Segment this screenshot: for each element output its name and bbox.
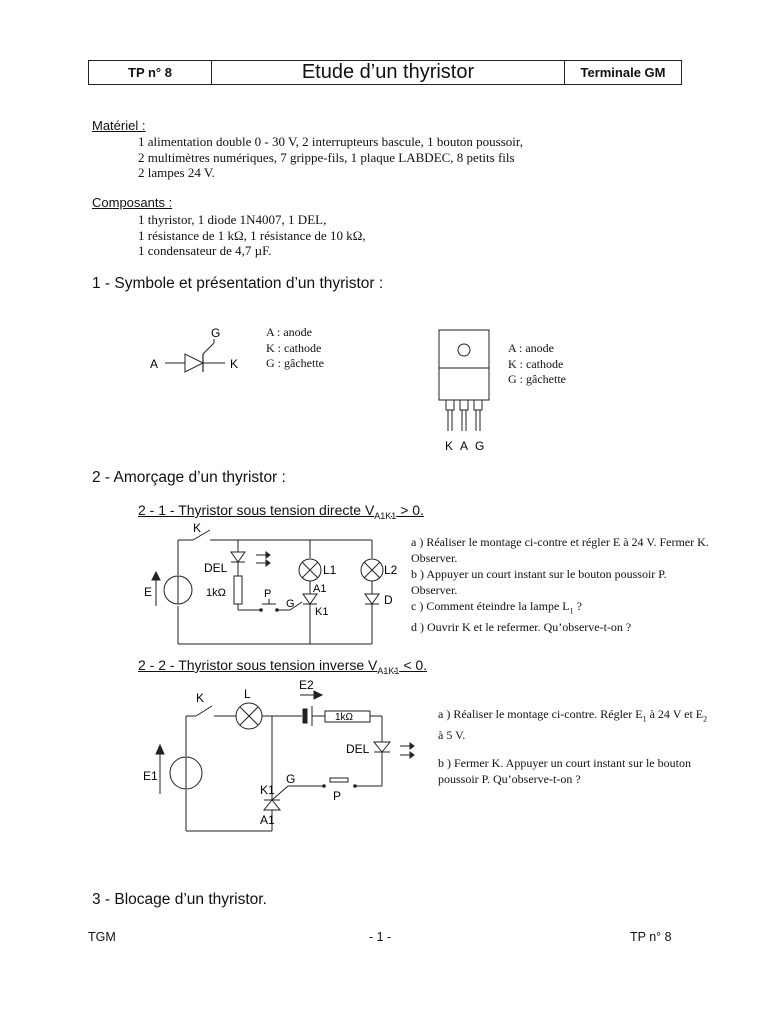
c1-label-d: D: [384, 593, 393, 607]
pin-cathode: K : cathode: [508, 356, 564, 371]
page-title: Etude d’un thyristor: [212, 61, 565, 84]
c1-label-g: G: [286, 598, 295, 610]
c2-label-del: DEL: [346, 742, 370, 756]
composants-list: [138, 212, 366, 259]
section3-title: 3 - Blocage d’un thyristor.: [92, 891, 267, 908]
instr-b: b ) Fermer K. Appuyer un court instant sur le bouton poussoir P. Qu’observe-t-on ?: [438, 756, 691, 787]
c1-label-k1: K1: [315, 606, 329, 618]
pin-cathode: K : cathode: [266, 340, 322, 355]
section2-title: 2 - Amorçage d’un thyristor :: [92, 469, 286, 486]
c1-label-l2: L2: [384, 563, 398, 577]
c2-label-k1: K1: [260, 783, 275, 797]
c2-label-e2: E2: [299, 678, 314, 692]
c1-label-a1: A1: [313, 583, 327, 595]
instr-a: a ) Réaliser le montage ci-contre et régler E à 24 V. Fermer K. Observer.: [411, 535, 709, 565]
thyristor-package: [430, 325, 500, 455]
class-label: Terminale GM: [580, 65, 666, 80]
materiel-list: [138, 134, 523, 181]
c2-label-l: L: [244, 687, 251, 701]
package-label-a: A: [460, 439, 469, 453]
c1-label-r: 1kΩ: [206, 587, 226, 599]
composants-label: Composants :: [92, 195, 173, 210]
composant-line: 1 thyristor, 1 diode 1N4007, 1 DEL,: [138, 212, 327, 227]
pin-legend: [266, 325, 324, 372]
pin-legend-package: [508, 341, 566, 388]
footer-right: TP n° 8: [630, 930, 672, 944]
symbol-label-k: K: [230, 357, 239, 371]
instr-a: a ) Réaliser le montage ci-contre. Régler $E_1$ à 24 V et $E_2$ à 5 V.: [438, 707, 708, 743]
tp-number: TP n° 8: [89, 61, 212, 84]
circuit-inverse: [138, 676, 423, 836]
c1-label-del: DEL: [204, 561, 228, 575]
composant-line: 1 condensateur de 4,7 µF.: [138, 243, 272, 258]
symbol-label-a: A: [150, 357, 159, 371]
instructions-2-1: [411, 534, 711, 635]
c2-label-a1: A1: [260, 813, 275, 827]
pin-gachette: G : gâchette: [508, 372, 566, 386]
materiel-line: 2 lampes 24 V.: [138, 165, 215, 180]
materiel-line: 1 alimentation double 0 - 30 V, 2 interrupteurs bascule, 1 bouton poussoir,: [138, 134, 523, 149]
subsection-2-2-title: 2 - 2 - Thyristor sous tension inverse $V_{A1K1} < 0$.: [138, 657, 428, 676]
section1-title: 1 - Symbole et présentation d’un thyristor :: [92, 275, 384, 292]
header-table: [88, 60, 682, 85]
symbol-label-g: G: [211, 326, 221, 340]
instr-b: b ) Appuyer un court instant sur le bouton poussoir P. Observer.: [411, 567, 667, 597]
circuit-direct: [138, 518, 403, 653]
instructions-2-2: [438, 706, 708, 787]
composant-line: 1 résistance de 1 kΩ, 1 résistance de 10 kΩ,: [138, 227, 366, 243]
c1-label-k: K: [193, 521, 202, 535]
c2-label-r: 1kΩ: [335, 712, 354, 723]
footer-page-number: - 1 -: [369, 930, 392, 944]
materiel-line: 2 multimètres numériques, 7 grippe-fils, 1 plaque LABDEC, 8 petits fils: [138, 149, 515, 165]
pin-anode: A : anode: [508, 341, 554, 355]
thyristor-symbol: [140, 325, 250, 385]
pin-anode: A : anode: [266, 325, 312, 339]
package-label-g: G: [475, 439, 485, 453]
subsection-2-1-title: 2 - 1 - Thyristor sous tension directe $V_{A1K1} > 0$.: [138, 502, 424, 521]
instr-d: d ) Ouvrir K et le refermer. Qu’observe-t-on ?: [411, 620, 632, 635]
c2-label-e1: E1: [143, 769, 158, 783]
package-label-k: K: [445, 439, 454, 453]
c2-label-k: K: [196, 691, 205, 705]
c2-label-p: P: [333, 789, 342, 803]
pin-gachette: G : gâchette: [266, 356, 324, 370]
c1-label-l1: L1: [323, 563, 337, 577]
footer-left: TGM: [88, 930, 116, 944]
c1-label-p: P: [264, 588, 272, 600]
c1-label-e: E: [144, 585, 153, 599]
materiel-label: Matériel :: [92, 118, 146, 133]
c2-label-g: G: [286, 772, 296, 786]
instr-c: c ) Comment éteindre la lampe $L_1$ ?: [411, 599, 582, 616]
